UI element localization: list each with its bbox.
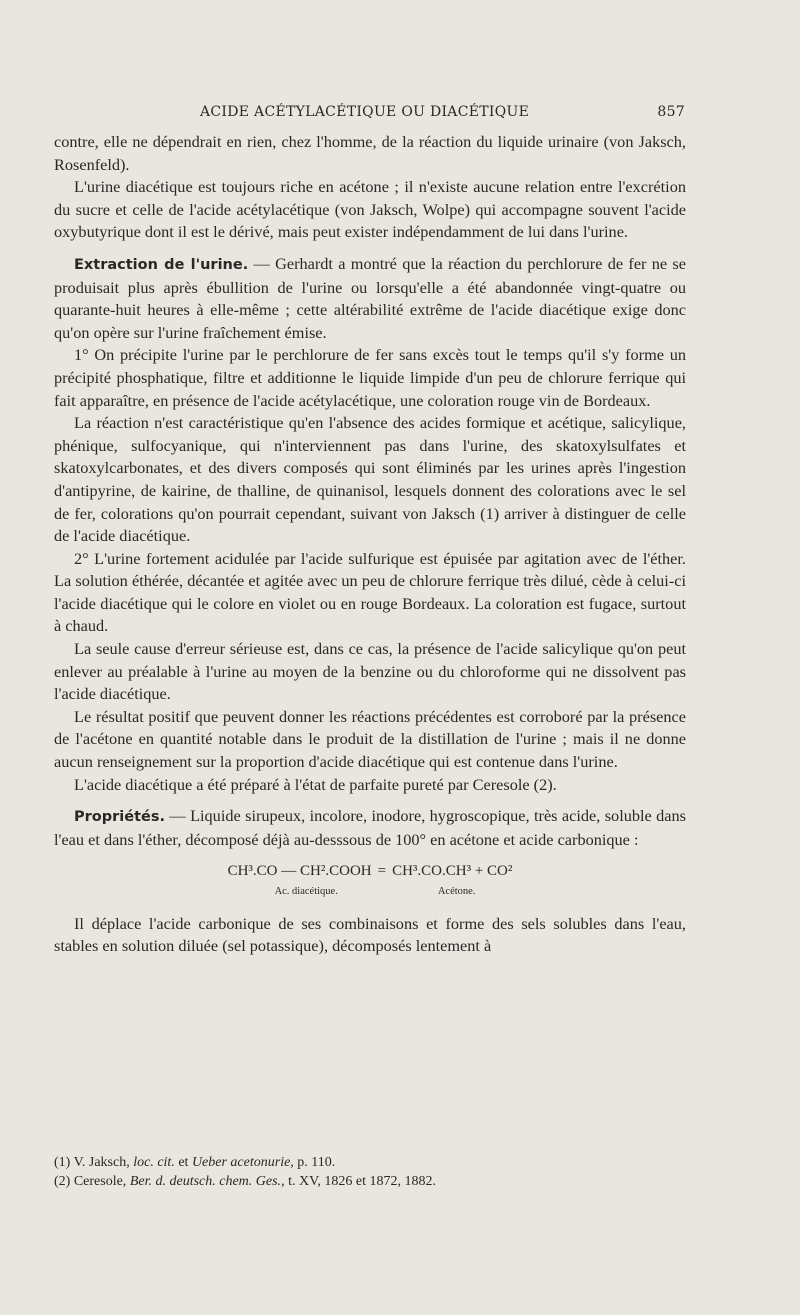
footnote-author: V. Jaksch, — [70, 1155, 134, 1170]
paragraph: Le résultat positif que peuvent donner les réactions précédentes est corroboré par la présence de l'acétone en quantité notable dans le produit de la distillation de l'urine ; mais il ne donne aucun renseignement sur la proportion d'acide diacétique qui est contenue dans l'urine. — [54, 706, 686, 772]
extraction-paragraph — [54, 253, 686, 344]
footnote-tail: , t. XV, 1826 et 1872, 1882. — [281, 1174, 436, 1189]
paragraph: La réaction n'est caractéristique qu'en l'absence des acides formique et acétique, salicylique, phénique, sulfocyanique, qui n'interviennent pas dans l'urine, des skatoxylsulfates et skatoxylcarbonates, et des divers composés qui sont éliminés par les urines après l'ingestion d'antipyrine, de kairine, de thalline, de quinanisol, lesquels donnent des colorations avec le sel de fer, colorations qu'on pourrait cependant, suivant von Jaksch (1) arriver à distinguer de celle de l'acide diacétique. — [54, 413, 686, 546]
formula-equals: = — [377, 863, 387, 880]
paragraph: contre, elle ne dépendrait en rien, chez l'homme, de la réaction du liquide urinaire (von Jaksch, Rosenfeld). — [54, 132, 686, 174]
body-text — [54, 131, 686, 958]
footnote-ref: loc. cit. — [133, 1155, 175, 1170]
footnote-2 — [54, 1172, 686, 1191]
footnote-author: Ceresole, — [70, 1174, 130, 1189]
footnote-mark: (2) — [54, 1174, 71, 1189]
paragraph: L'acide diacétique a été préparé à l'état de parfaite pureté par Ceresole (2). — [74, 774, 557, 794]
footnote-mark: (1) — [54, 1155, 71, 1170]
footnote-1 — [54, 1153, 686, 1172]
paragraph: 2° L'urine fortement acidulée par l'acide sulfurique est épuisée par agitation avec de l'éther. La solution éthérée, décantée et agitée avec un peu de chlorure ferrique très dilué, cède à celui-ci l'acide diacétique qui le colore en violet ou en rouge Bordeaux. La coloration est fugace, surtout à chaud. — [54, 548, 686, 636]
chemical-equation — [54, 860, 686, 903]
extraction-text: — Gerhardt a montré que la réaction du perchlorure de fer ne se produisait plus après ébullition de l'urine ou lorsqu'elle a été abandonnée vingt-quatre ou quarante-huit heures à elle-même ; cette altérabilité extrême de l'acide diacétique exige donc qu'on opère sur l'urine fraîchement émise. — [54, 253, 686, 342]
formula-right: CH³.CO.CH³ + CO² — [392, 863, 513, 880]
section-heading-proprietes: Propriétés. — [74, 809, 165, 826]
footnote-ref: Ber. d. deutsch. chem. Ges. — [129, 1174, 282, 1189]
footnote-tail: , p. 110. — [290, 1155, 336, 1170]
running-title: ACIDE ACÉTYLACÉTIQUE OU DIACÉTIQUE — [200, 104, 530, 120]
footnote-title: Ueber acetonurie — [191, 1155, 291, 1170]
paragraph: L'urine diacétique est toujours riche en acétone ; il n'existe aucune relation entre l'excrétion du sucre et celle de l'acide acétylacétique (von Jaksch, Wolpe) qui accompagne souvent l'acide oxybutyrique dont il est le dérivé, mais peut exister indépendamment de lui dans l'urine. — [54, 177, 686, 242]
page-number: 857 — [657, 104, 685, 120]
formula-label-left: Ac. diacétique. — [274, 886, 338, 897]
proprietes-text: — Liquide sirupeux, incolore, inodore, hygroscopique, très acide, soluble dans l'eau et dans l'éther, décomposé déjà au-desssous de 100° en acétone et acide carbonique : — [54, 806, 686, 849]
closing-paragraph: Il déplace l'acide carbonique de ses combinaisons et forme des sels solubles dans l'eau, stables en solution diluée (sel potassique), décomposés lentement à — [54, 913, 686, 956]
proprietes-paragraph — [54, 805, 686, 851]
page-header — [60, 104, 685, 124]
formula-left: CH³.CO — CH².COOH — [227, 863, 372, 880]
section-heading-extraction: Extraction de l'urine. — [74, 256, 249, 273]
formula-label-right: Acétone. — [437, 886, 476, 897]
paragraph: La seule cause d'erreur sérieuse est, dans ce cas, la présence de l'acide salicylique qu'on peut enlever au préalable à l'urine au moyen de la benzine ou du chloroforme qui ne dissolvent pas l'acide diacétique. — [54, 639, 686, 704]
footnotes — [54, 1153, 686, 1191]
footnote-mid: et — [174, 1155, 192, 1170]
paragraph: 1° On précipite l'urine par le perchlorure de fer sans excès tout le temps qu'il s'y forme un précipité phosphatique, filtre et additionne le liquide limpide d'un peu de chlorure ferrique qui fait apparaître, en présence de l'acide acétylacétique, une coloration rouge vin de Bordeaux. — [54, 345, 686, 410]
